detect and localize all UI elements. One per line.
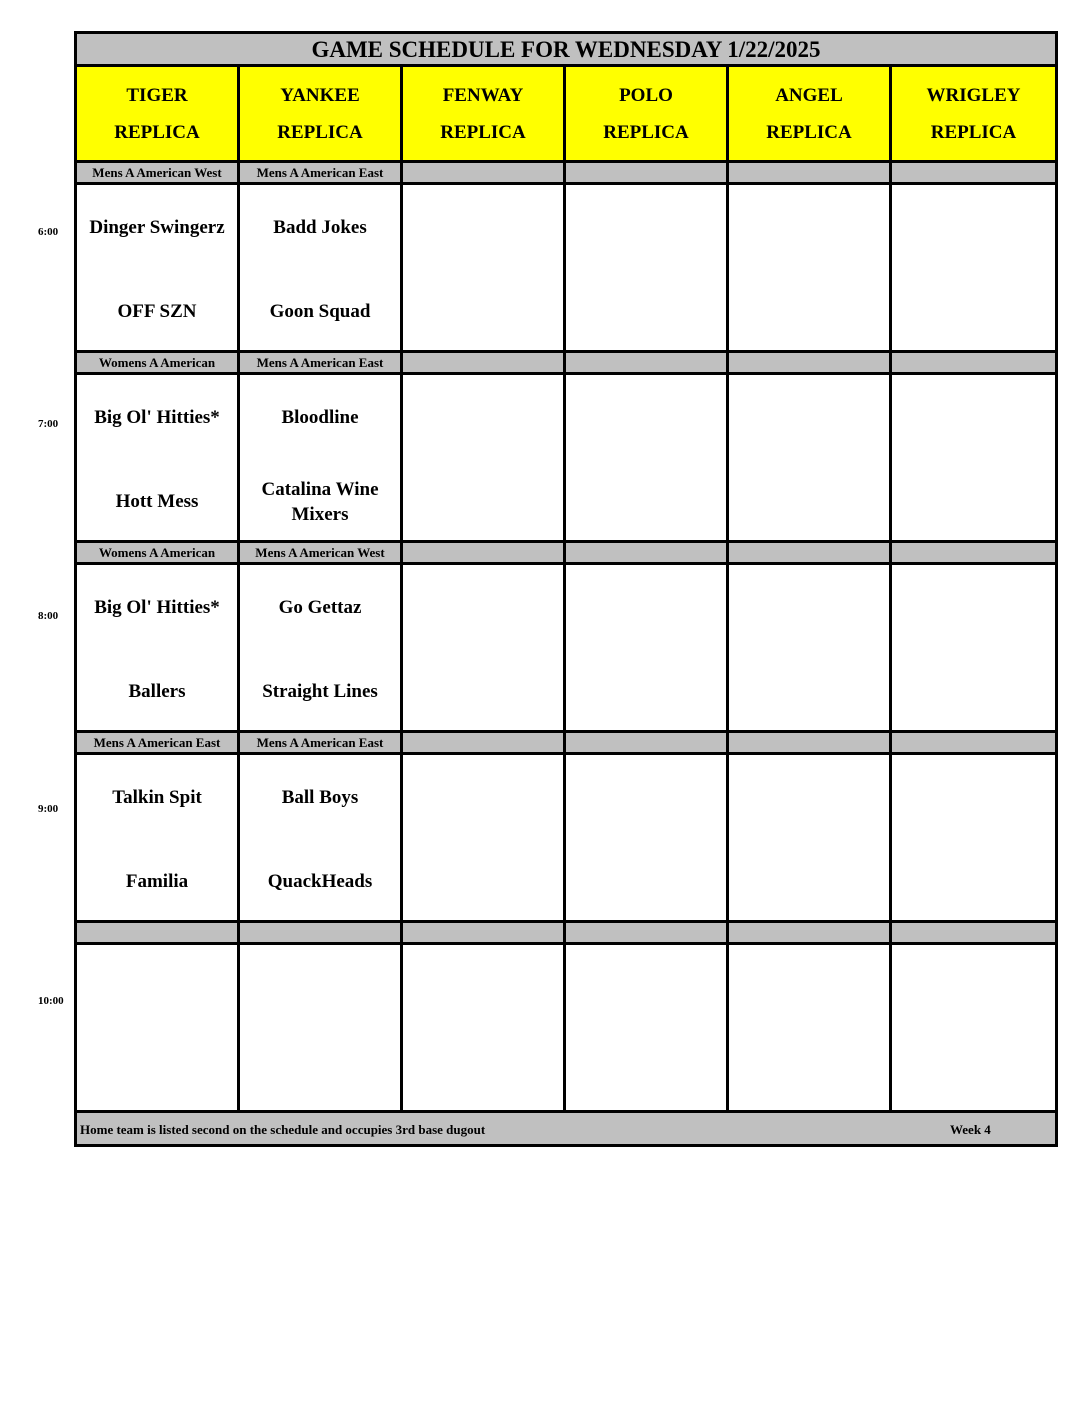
home-team: Hott Mess — [115, 491, 199, 512]
game-cell — [402, 184, 565, 352]
field-subtitle: REPLICA — [766, 121, 852, 143]
schedule-table — [74, 31, 1058, 1147]
division-label — [402, 162, 565, 184]
game-cell — [239, 944, 402, 1112]
field-name: FENWAY — [442, 84, 524, 106]
field-header-polo — [565, 66, 728, 162]
division-row — [76, 732, 1057, 754]
division-label — [76, 922, 239, 944]
field-subtitle: REPLICA — [114, 121, 200, 143]
game-cell — [728, 184, 891, 352]
game-cell — [239, 184, 402, 352]
field-header-angel — [728, 66, 891, 162]
field-header-row — [76, 66, 1057, 162]
schedule-title: GAME SCHEDULE FOR WEDNESDAY 1/22/2025 — [76, 33, 1057, 66]
division-label — [728, 162, 891, 184]
home-team: QuackHeads — [267, 871, 373, 892]
game-cell — [76, 374, 239, 542]
game-row — [76, 564, 1057, 732]
away-team: Bloodline — [281, 407, 359, 428]
division-label: Mens A American East — [239, 162, 402, 184]
home-team-note: Home team is listed second on the schedule and occupies 3rd base dugout — [80, 1122, 486, 1137]
away-team: Go Gettaz — [278, 597, 362, 618]
home-team: Goon Squad — [269, 301, 371, 322]
game-row — [76, 754, 1057, 922]
game-cell — [402, 564, 565, 732]
division-label — [402, 352, 565, 374]
game-cell — [891, 944, 1057, 1112]
week-label: Week 4 — [950, 1122, 991, 1137]
footer — [76, 1112, 1057, 1146]
field-subtitle: REPLICA — [440, 121, 526, 143]
division-label: Mens A American East — [76, 732, 239, 754]
division-label — [891, 922, 1057, 944]
division-label — [402, 732, 565, 754]
away-team: Badd Jokes — [273, 217, 367, 238]
game-cell — [76, 564, 239, 732]
time-slot-label: 7:00 — [38, 418, 59, 430]
game-cell — [402, 944, 565, 1112]
away-team: Dinger Swingerz — [89, 217, 225, 238]
away-team: Talkin Spit — [112, 787, 202, 808]
game-cell — [76, 184, 239, 352]
game-cell — [76, 944, 239, 1112]
field-subtitle: REPLICA — [277, 121, 363, 143]
footer-row — [76, 1112, 1057, 1146]
game-cell — [728, 374, 891, 542]
time-slot-label: 8:00 — [38, 610, 59, 622]
home-team: Familia — [125, 871, 189, 892]
home-team: Straight Lines — [262, 681, 378, 702]
game-cell — [891, 754, 1057, 922]
field-name: POLO — [619, 84, 673, 106]
game-row — [76, 374, 1057, 542]
division-label — [239, 922, 402, 944]
division-label: Mens A American West — [76, 162, 239, 184]
away-team: Big Ol' Hitties* — [94, 407, 220, 428]
division-label — [402, 542, 565, 564]
division-label — [565, 162, 728, 184]
time-slot-label: 9:00 — [38, 803, 59, 815]
field-name: TIGER — [126, 84, 188, 106]
game-cell — [565, 944, 728, 1112]
division-label — [891, 352, 1057, 374]
game-cell — [728, 944, 891, 1112]
game-cell — [565, 754, 728, 922]
game-cell — [728, 754, 891, 922]
division-row — [76, 922, 1057, 944]
game-row — [76, 184, 1057, 352]
division-label — [891, 542, 1057, 564]
game-cell — [891, 184, 1057, 352]
division-label — [728, 732, 891, 754]
division-label: Mens A American East — [239, 352, 402, 374]
home-team: Ballers — [128, 681, 186, 702]
division-label — [402, 922, 565, 944]
home-team: OFF SZN — [117, 301, 197, 322]
division-label: Womens A American — [76, 352, 239, 374]
division-label: Mens A American West — [239, 542, 402, 564]
division-label — [728, 542, 891, 564]
game-cell — [728, 564, 891, 732]
field-header-fenway — [402, 66, 565, 162]
field-header-wrigley — [891, 66, 1057, 162]
division-label — [565, 542, 728, 564]
division-row — [76, 162, 1057, 184]
field-subtitle: REPLICA — [930, 121, 1017, 143]
game-cell — [891, 374, 1057, 542]
game-cell — [76, 754, 239, 922]
away-team: Big Ol' Hitties* — [94, 597, 220, 618]
division-label — [891, 162, 1057, 184]
game-cell — [565, 184, 728, 352]
division-label: Womens A American — [76, 542, 239, 564]
division-label — [565, 352, 728, 374]
time-slot-label: 6:00 — [38, 226, 59, 238]
game-row — [76, 944, 1057, 1112]
game-cell — [565, 374, 728, 542]
field-name: WRIGLEY — [926, 84, 1021, 106]
away-team: Ball Boys — [281, 787, 359, 808]
field-name: YANKEE — [280, 84, 360, 106]
game-cell — [239, 564, 402, 732]
time-slot-label: 10:00 — [38, 995, 64, 1007]
division-row — [76, 542, 1057, 564]
division-label — [891, 732, 1057, 754]
field-name: ANGEL — [775, 84, 843, 106]
title-row — [76, 33, 1057, 66]
game-cell — [402, 374, 565, 542]
division-row — [76, 352, 1057, 374]
division-label — [728, 922, 891, 944]
game-cell — [402, 754, 565, 922]
game-cell — [891, 564, 1057, 732]
division-label — [565, 922, 728, 944]
home-team: Catalina Wine Mixers — [261, 479, 379, 525]
field-header-tiger — [76, 66, 239, 162]
game-cell — [239, 374, 402, 542]
field-subtitle: REPLICA — [603, 121, 689, 143]
game-cell — [565, 564, 728, 732]
division-label — [728, 352, 891, 374]
division-label — [565, 732, 728, 754]
field-header-yankee — [239, 66, 402, 162]
game-cell — [239, 754, 402, 922]
division-label: Mens A American East — [239, 732, 402, 754]
